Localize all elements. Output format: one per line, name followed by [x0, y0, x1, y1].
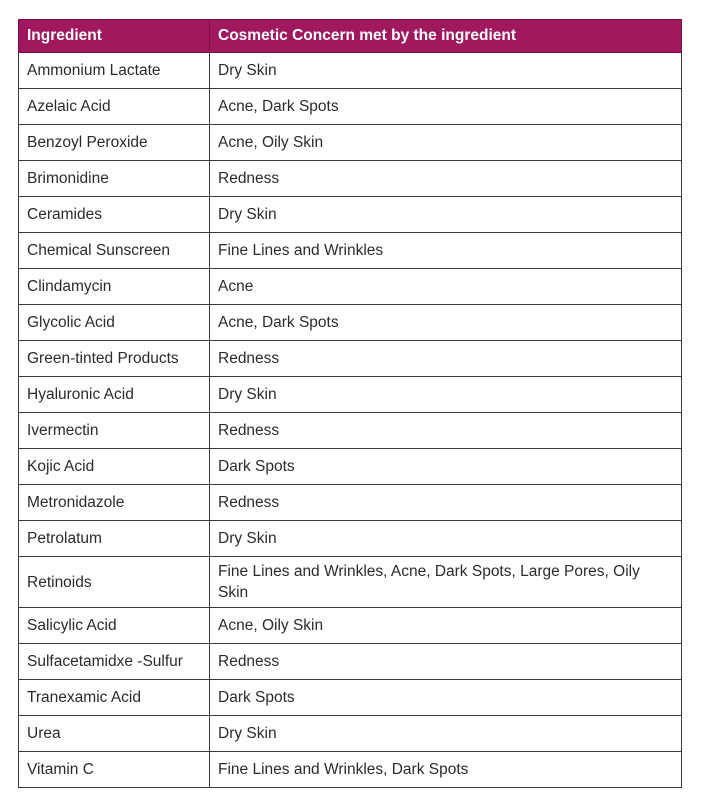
- ingredient-cell: Metronidazole: [19, 485, 210, 521]
- ingredient-cell: Clindamycin: [19, 269, 210, 305]
- ingredient-cell: Sulfacetamidxe -Sulfur: [19, 644, 210, 680]
- table-row: [19, 341, 682, 377]
- ingredient-cell: Hyaluronic Acid: [19, 377, 210, 413]
- table-row: [19, 269, 682, 305]
- concern-cell: Redness: [210, 161, 682, 197]
- ingredient-cell: Chemical Sunscreen: [19, 233, 210, 269]
- concern-cell: Acne, Dark Spots: [210, 89, 682, 125]
- table-row: [19, 197, 682, 233]
- ingredient-cell: Ammonium Lactate: [19, 53, 210, 89]
- table-row: [19, 53, 682, 89]
- concern-cell: Dry Skin: [210, 521, 682, 557]
- table-row: [19, 233, 682, 269]
- ingredient-cell: Glycolic Acid: [19, 305, 210, 341]
- table-row: [19, 521, 682, 557]
- ingredient-cell: Retinoids: [19, 557, 210, 608]
- table-row: [19, 305, 682, 341]
- concern-cell: Dry Skin: [210, 377, 682, 413]
- table-row: [19, 752, 682, 788]
- concern-cell: Redness: [210, 413, 682, 449]
- ingredient-cell: Brimonidine: [19, 161, 210, 197]
- ingredient-table: [18, 19, 682, 788]
- ingredient-cell: Petrolatum: [19, 521, 210, 557]
- concern-cell: Dry Skin: [210, 197, 682, 233]
- ingredient-cell: Tranexamic Acid: [19, 680, 210, 716]
- table-row: [19, 485, 682, 521]
- ingredient-cell: Urea: [19, 716, 210, 752]
- concern-cell: Dark Spots: [210, 680, 682, 716]
- ingredient-cell: Salicylic Acid: [19, 608, 210, 644]
- header-ingredient: Ingredient: [19, 20, 210, 53]
- concern-cell: Acne, Dark Spots: [210, 305, 682, 341]
- table-row: [19, 557, 682, 608]
- table-row: [19, 644, 682, 680]
- table-row: [19, 716, 682, 752]
- table-row: [19, 680, 682, 716]
- ingredient-cell: Kojic Acid: [19, 449, 210, 485]
- concern-cell: Fine Lines and Wrinkles, Dark Spots: [210, 752, 682, 788]
- ingredient-cell: Azelaic Acid: [19, 89, 210, 125]
- table-row: [19, 377, 682, 413]
- concern-cell: Acne, Oily Skin: [210, 608, 682, 644]
- concern-cell: Redness: [210, 485, 682, 521]
- concern-cell: Fine Lines and Wrinkles, Acne, Dark Spots, Large Pores, Oily Skin: [210, 557, 682, 608]
- ingredient-cell: Vitamin C: [19, 752, 210, 788]
- concern-cell: Dry Skin: [210, 53, 682, 89]
- table-header-row: [19, 20, 682, 53]
- table-row: [19, 413, 682, 449]
- table-row: [19, 449, 682, 485]
- concern-cell: Redness: [210, 341, 682, 377]
- concern-cell: Fine Lines and Wrinkles: [210, 233, 682, 269]
- concern-cell: Redness: [210, 644, 682, 680]
- table-row: [19, 125, 682, 161]
- ingredient-table-container: [18, 19, 681, 788]
- concern-cell: Acne, Oily Skin: [210, 125, 682, 161]
- ingredient-cell: Ceramides: [19, 197, 210, 233]
- ingredient-cell: Ivermectin: [19, 413, 210, 449]
- table-row: [19, 608, 682, 644]
- ingredient-cell: Green-tinted Products: [19, 341, 210, 377]
- concern-cell: Dark Spots: [210, 449, 682, 485]
- concern-cell: Acne: [210, 269, 682, 305]
- header-cosmetic-concern: Cosmetic Concern met by the ingredient: [210, 20, 682, 53]
- table-row: [19, 89, 682, 125]
- table-row: [19, 161, 682, 197]
- ingredient-cell: Benzoyl Peroxide: [19, 125, 210, 161]
- concern-cell: Dry Skin: [210, 716, 682, 752]
